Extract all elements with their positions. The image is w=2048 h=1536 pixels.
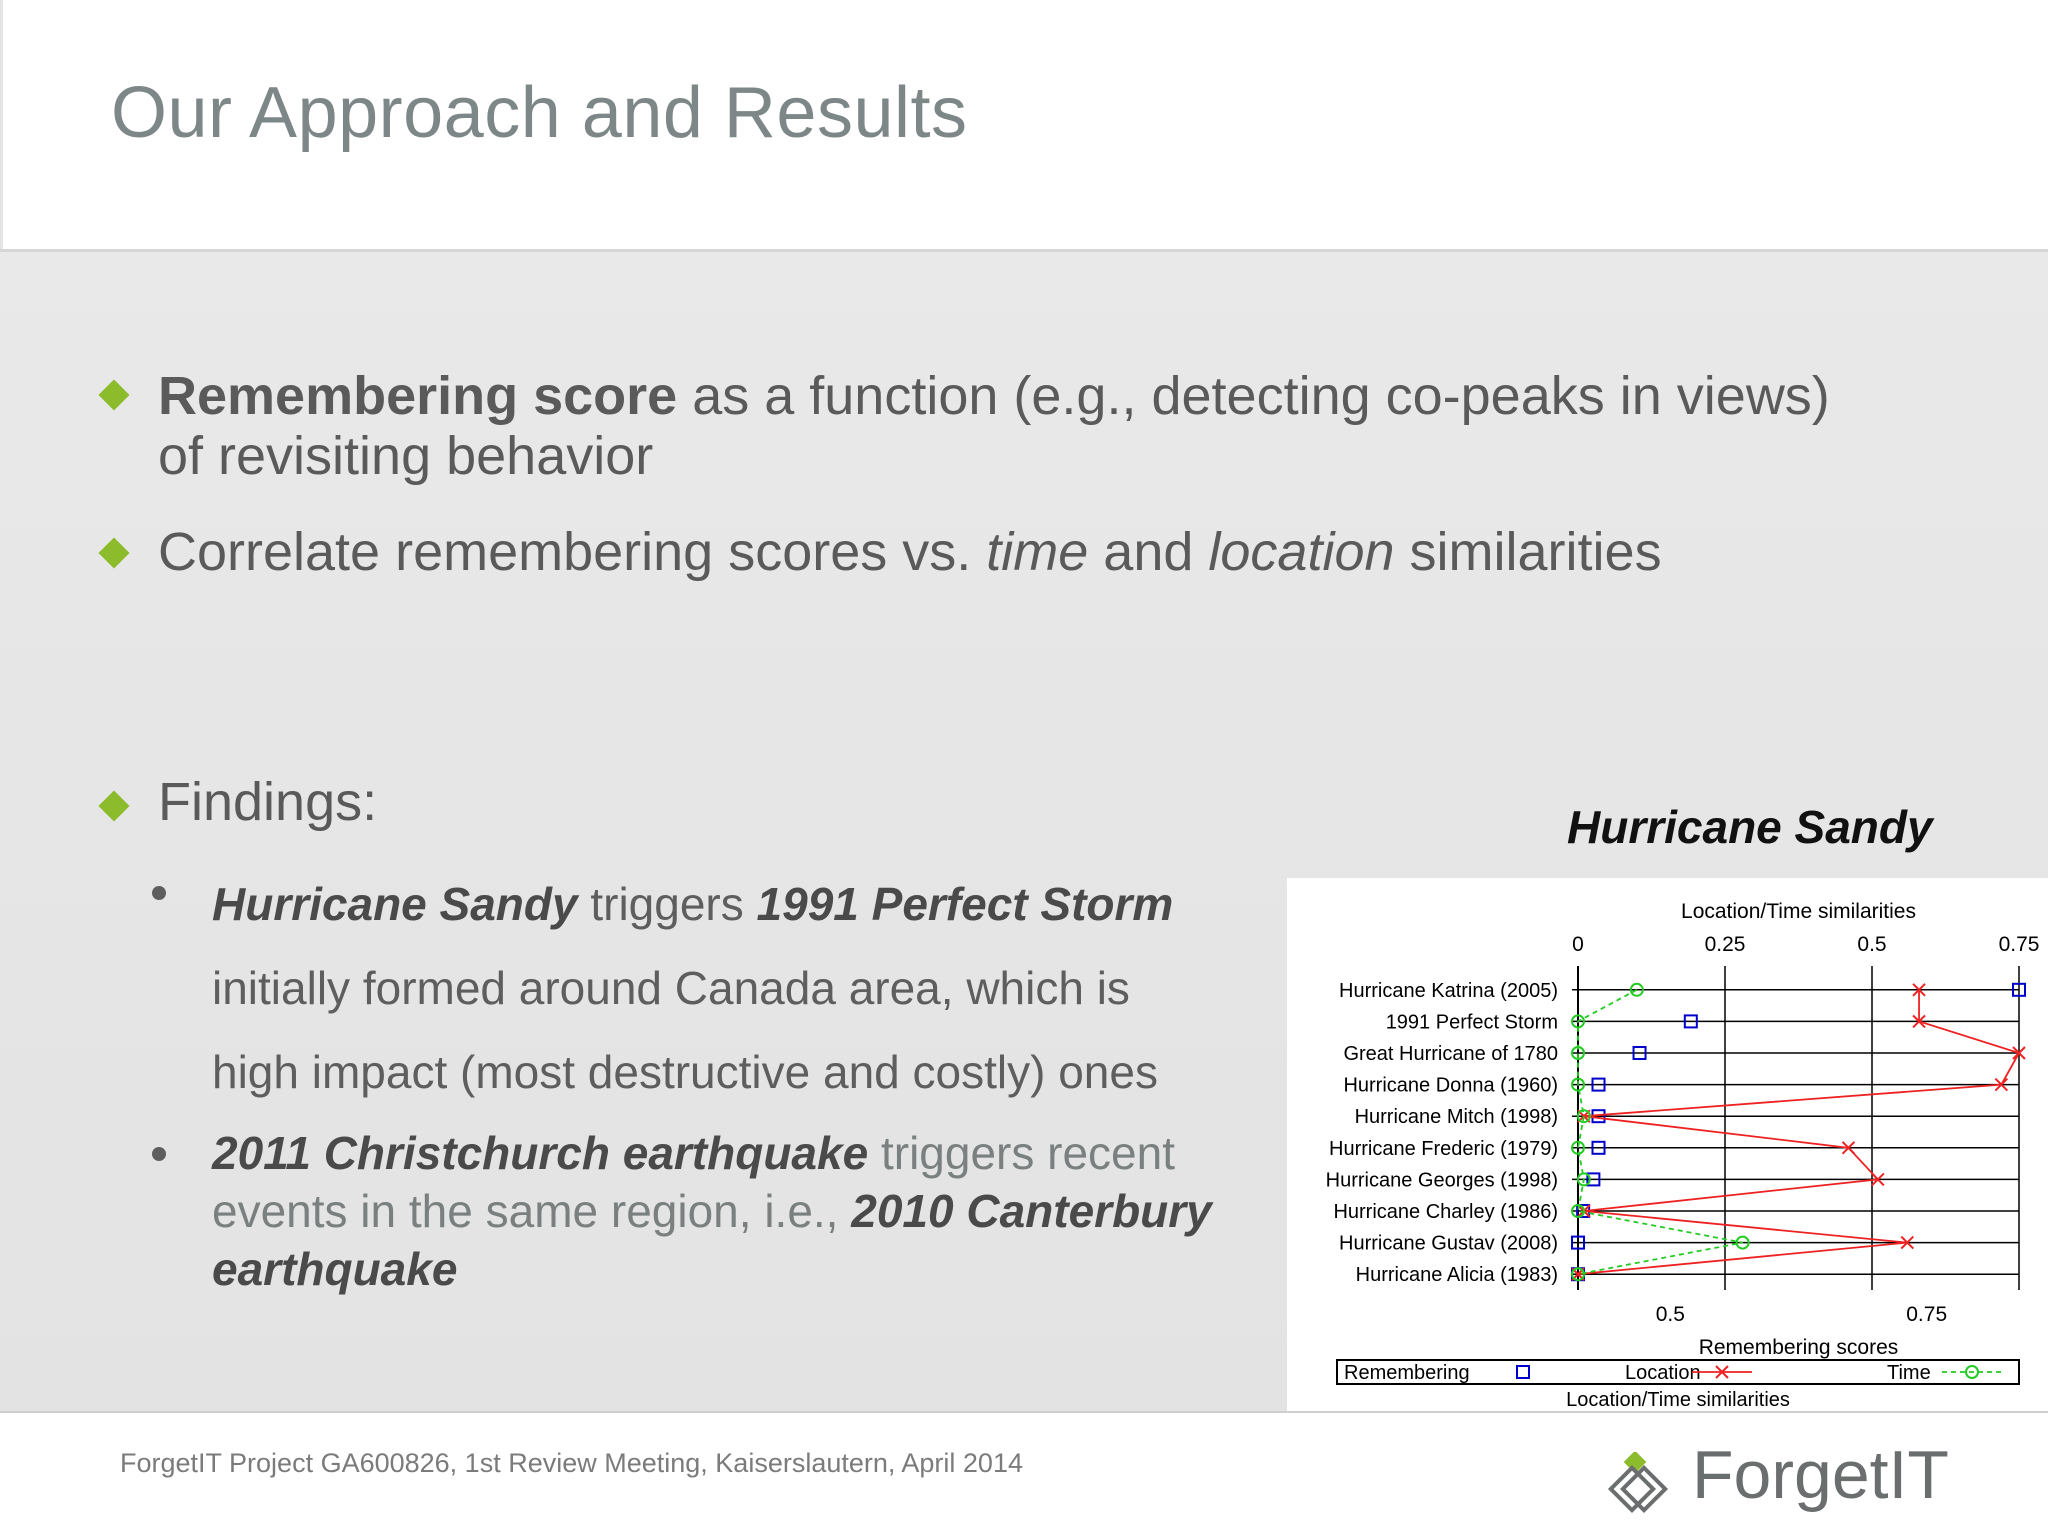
bottom-tick-label: 0.75 (1906, 1303, 1948, 1326)
category-label: Great Hurricane of 1780 (1343, 1043, 1558, 1065)
bullet-italic-time: time (986, 522, 1089, 582)
category-label: Hurricane Gustav (2008) (1339, 1232, 1558, 1255)
category-label: Hurricane Mitch (1998) (1354, 1106, 1558, 1129)
category-label: Hurricane Alicia (1983) (1355, 1264, 1558, 1287)
top-axis-label: Location/Time similarities (1681, 900, 1916, 923)
sub-bullet-text: triggers recent (868, 1127, 1175, 1179)
bottom-tick-label: 0.5 (1655, 1303, 1685, 1326)
series-line-location (1578, 990, 2019, 1274)
chart-heading: Hurricane Sandy (1567, 801, 1933, 853)
similarity-chart (1287, 878, 2048, 1411)
bullet-text: and (1088, 522, 1209, 582)
category-label: Hurricane Charley (1986) (1333, 1201, 1558, 1223)
legend-title: Location/Time similarities (1566, 1389, 1790, 1411)
sub-bullet-bold: Hurricane Sandy (212, 878, 578, 930)
bullet-text: Correlate remembering scores vs. (158, 522, 987, 582)
bullet-bold-text: Remembering score (158, 366, 678, 426)
sub-bullet-text: triggers (577, 878, 757, 930)
category-label: Hurricane Katrina (2005) (1339, 979, 1558, 1002)
forgetit-logo-text: ForgetIT (1692, 1437, 1949, 1513)
findings-label: Findings: (158, 772, 378, 832)
sub-bullet-bold: 1991 Perfect Storm (756, 878, 1174, 930)
top-tick-label: 0.75 (1998, 933, 2040, 956)
title-bar (0, 0, 2048, 249)
top-tick-label: 0 (1572, 933, 1584, 956)
bullet-text-line2: of revisiting behavior (158, 426, 654, 486)
sub-bullet-dot-icon (152, 886, 166, 900)
bullet-text: as a function (e.g., detecting co-peaks in views) (677, 366, 1830, 426)
legend-entry-location: Location (1625, 1362, 1701, 1384)
bottom-axis-label: Remembering scores (1698, 1336, 1899, 1359)
sub-bullet-sandy (212, 862, 1173, 1114)
bullet-text: similarities (1394, 522, 1662, 582)
sub-bullet-text: high impact (most destructive and costly) ones (212, 1046, 1158, 1098)
bullet-correlate (158, 522, 1662, 582)
footer-text: ForgetIT Project GA600826, 1st Review Meeting, Kaiserslautern, April 2014 (120, 1448, 1023, 1478)
category-label: Hurricane Georges (1998) (1325, 1169, 1558, 1192)
category-label: Hurricane Donna (1960) (1343, 1074, 1558, 1097)
top-tick-label: 0.5 (1857, 933, 1887, 956)
legend-entry-remembering: Remembering (1344, 1362, 1470, 1384)
sub-bullet-bold: 2010 Canterbury (851, 1185, 1212, 1237)
bullet-remembering-score (158, 366, 1830, 486)
chart-panel (1287, 878, 2048, 1411)
category-label: 1991 Perfect Storm (1385, 1011, 1558, 1034)
sub-bullet-text: events in the same region, i.e., (212, 1185, 852, 1237)
sub-bullet-christchurch (212, 1124, 1212, 1298)
slide-title: Our Approach and Results (111, 73, 968, 153)
sub-bullet-dot-icon (152, 1147, 166, 1161)
category-label: Hurricane Frederic (1979) (1329, 1137, 1558, 1160)
top-tick-label: 0.25 (1704, 933, 1746, 956)
forgetit-logo-icon (1603, 1452, 1673, 1522)
sub-bullet-bold: earthquake (212, 1243, 458, 1295)
legend-entry-time: Time (1887, 1362, 1931, 1384)
sub-bullet-bold: 2011 Christchurch earthquake (212, 1127, 869, 1179)
bullet-italic-location: location (1208, 522, 1395, 582)
sub-bullet-text: initially formed around Canada area, which is (212, 962, 1130, 1014)
